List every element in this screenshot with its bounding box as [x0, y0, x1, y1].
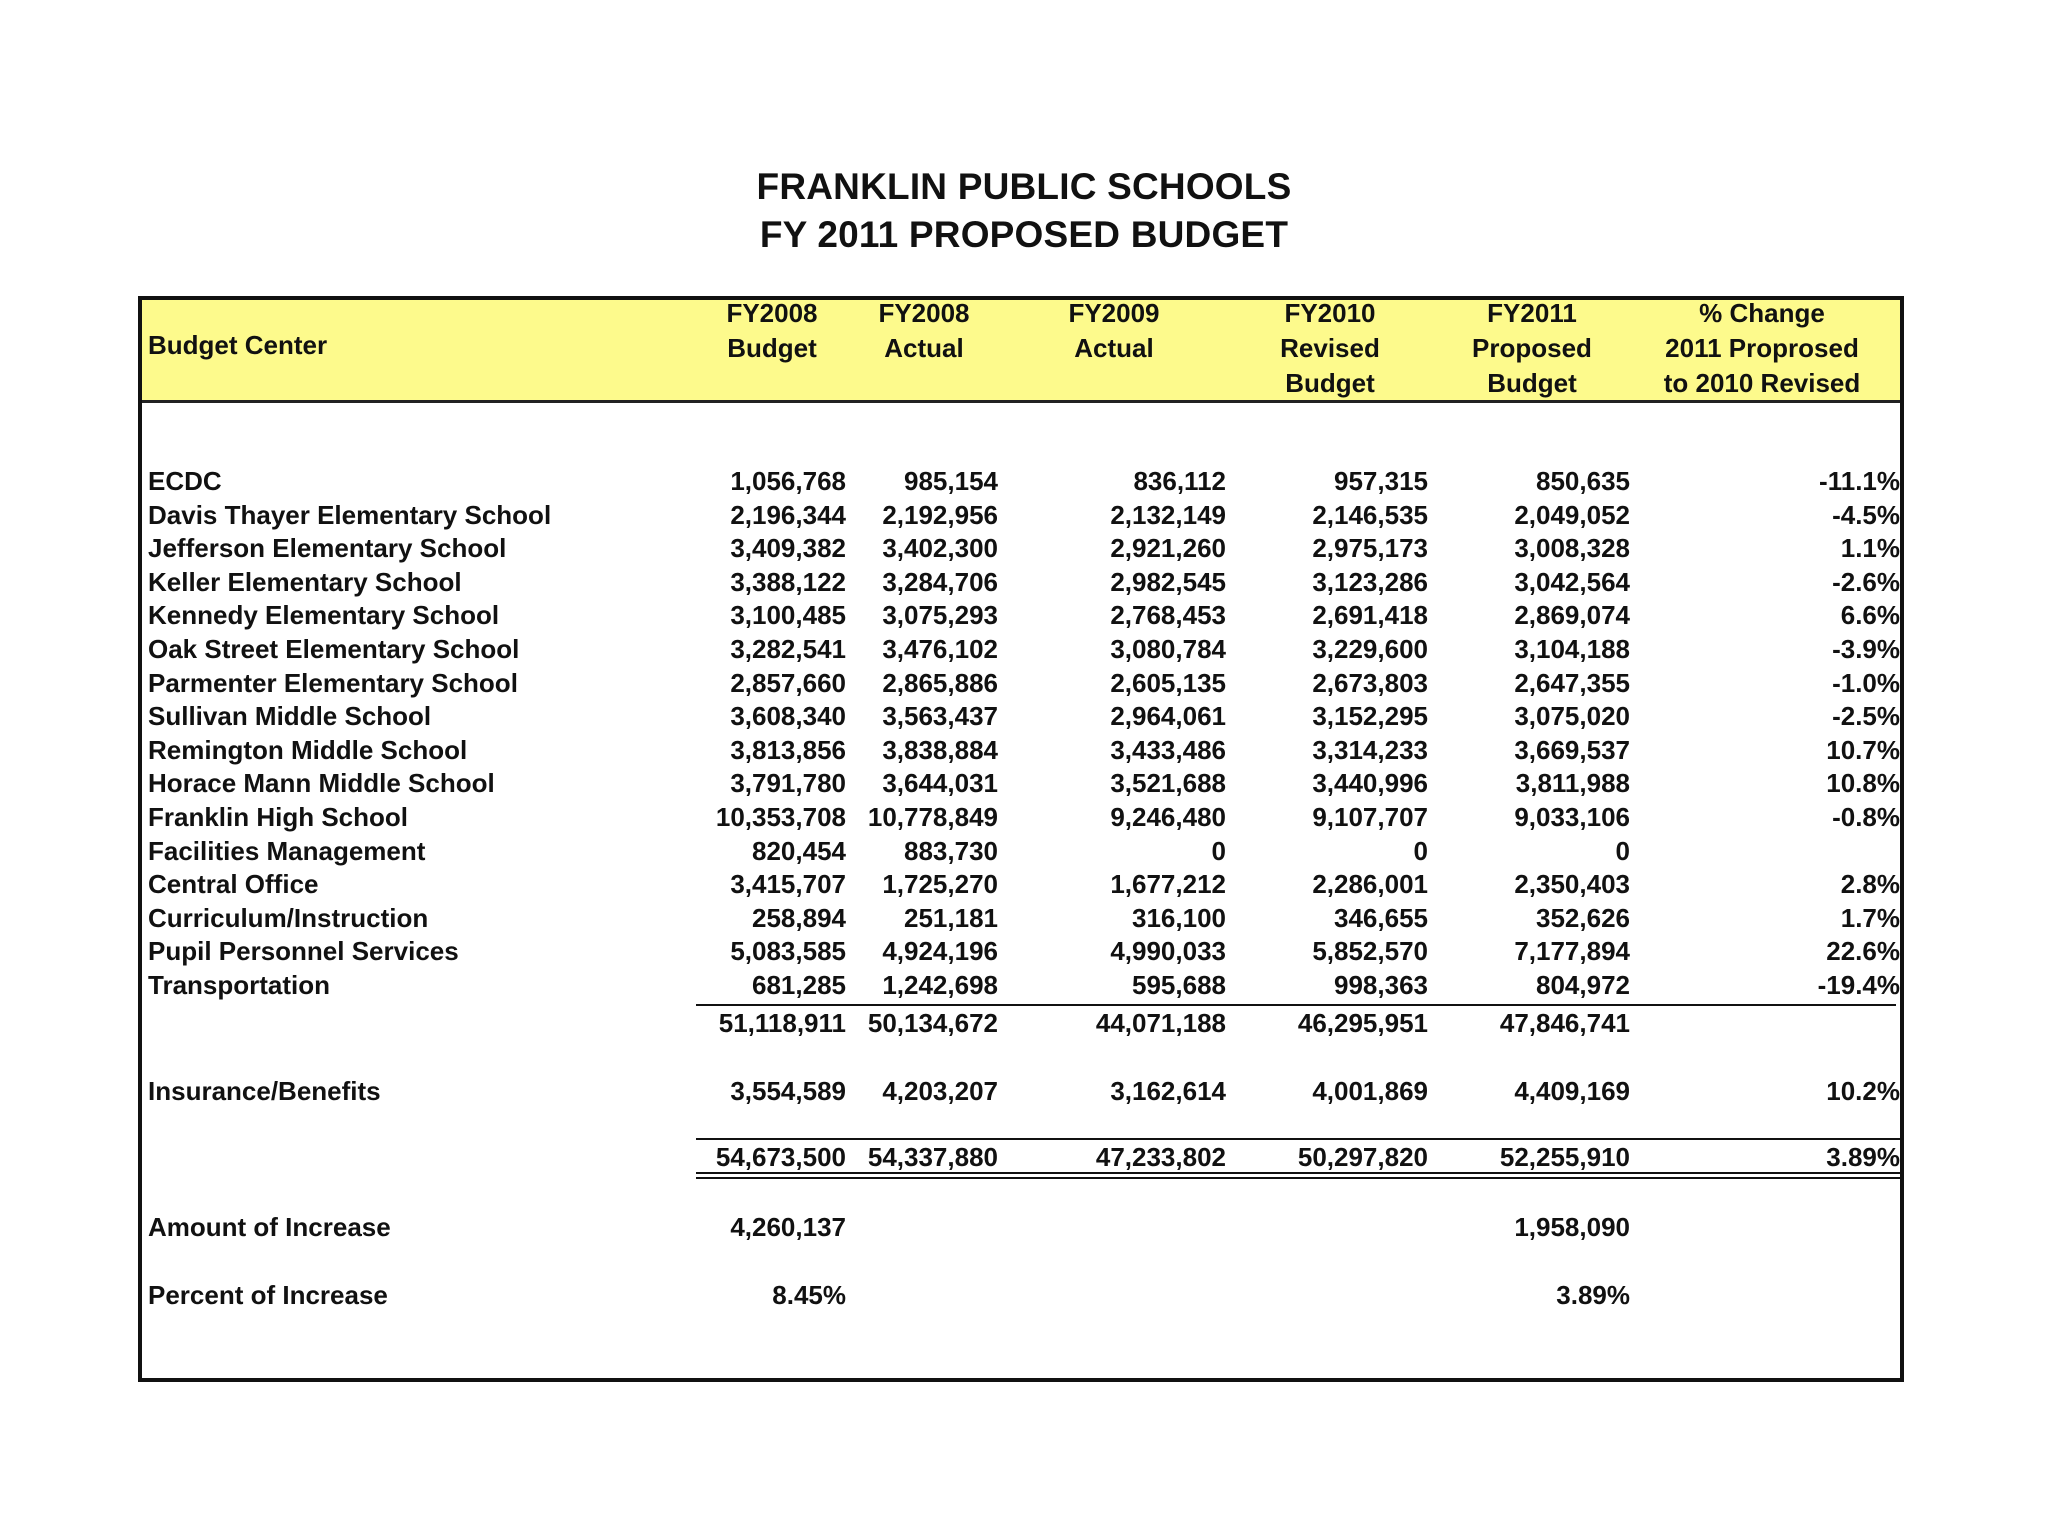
row-label: ECDC	[148, 466, 222, 496]
row-label: Horace Mann Middle School	[148, 768, 495, 798]
cell-pct: 1.7%	[1840, 903, 1900, 933]
cell-fy08b: 3,608,340	[730, 701, 846, 731]
cell-pct: 10.2%	[1826, 1076, 1900, 1106]
cell-fy09a: 44,071,188	[1095, 1008, 1226, 1038]
row-label: Amount of Increase	[148, 1212, 391, 1242]
cell-fy11p: 3.89%	[1556, 1280, 1630, 1310]
cell-fy08a: 3,402,300	[882, 533, 998, 563]
cell-fy08b: 3,791,780	[730, 768, 846, 798]
cell-fy09a: 3,433,486	[1110, 735, 1226, 765]
cell-fy09a: 1,677,212	[1110, 869, 1226, 899]
row-label: Davis Thayer Elementary School	[148, 500, 552, 530]
cell-fy11p: 850,635	[1536, 466, 1630, 496]
cell-fy10r: 4,001,869	[1312, 1076, 1428, 1106]
cell-pct: 10.7%	[1826, 735, 1900, 765]
cell-fy11p: 3,042,564	[1514, 567, 1630, 597]
cell-fy08b: 51,118,911	[718, 1008, 846, 1038]
cell-fy10r: 9,107,707	[1312, 802, 1428, 832]
cell-fy11p: 2,350,403	[1514, 869, 1630, 899]
cell-fy09a: 4,990,033	[1110, 936, 1226, 966]
cell-fy08b: 10,353,708	[715, 802, 846, 832]
cell-pct: -4.5%	[1832, 500, 1900, 530]
cell-fy08a: 3,075,293	[882, 600, 998, 630]
cell-fy08b: 3,388,122	[730, 567, 846, 597]
cell-fy08a: 54,337,880	[867, 1142, 998, 1172]
cell-fy08b: 1,056,768	[730, 466, 846, 496]
row-label: Percent of Increase	[148, 1280, 388, 1310]
cell-fy11p: 2,647,355	[1514, 668, 1630, 698]
cell-fy08b: 258,894	[752, 903, 846, 933]
cell-pct: 2.8%	[1840, 869, 1900, 899]
row-label: Insurance/Benefits	[148, 1076, 381, 1106]
cell-pct: -0.8%	[1832, 802, 1900, 832]
document-title: FRANKLIN PUBLIC SCHOOLS	[756, 166, 1292, 207]
header-pct-change: % Change 2011 Proprosed to 2010 Revised	[1663, 298, 1861, 398]
cell-pct: 3.89%	[1826, 1142, 1900, 1172]
cell-fy11p: 7,177,894	[1514, 936, 1630, 966]
budget-table	[138, 296, 1904, 1382]
cell-pct: -3.9%	[1832, 634, 1900, 664]
cell-fy09a: 316,100	[1132, 903, 1226, 933]
cell-fy09a: 2,964,061	[1110, 701, 1226, 731]
row-label: Curriculum/Instruction	[148, 903, 429, 933]
header-fy2008-actual: FY2008 Actual	[878, 298, 970, 363]
header-fy2011-proposed: FY2011 Proposed Budget	[1472, 298, 1592, 398]
cell-fy08a: 3,838,884	[882, 735, 998, 765]
cell-fy08b: 2,857,660	[730, 668, 846, 698]
cell-fy09a: 2,768,453	[1110, 600, 1226, 630]
cell-fy08b: 5,083,585	[730, 936, 846, 966]
cell-fy08b: 820,454	[752, 836, 846, 866]
header-fy2010-revised: FY2010 Revised Budget	[1280, 298, 1380, 398]
cell-fy08b: 681,285	[752, 970, 846, 1000]
row-label: Remington Middle School	[148, 735, 468, 765]
cell-fy08a: 3,284,706	[882, 567, 998, 597]
cell-fy10r: 2,286,001	[1312, 869, 1428, 899]
header-fy2008-budget: FY2008 Budget	[726, 298, 818, 363]
cell-fy08a: 883,730	[904, 836, 998, 866]
cell-fy11p: 47,846,741	[1499, 1008, 1630, 1038]
cell-fy11p: 804,972	[1536, 970, 1630, 1000]
cell-fy11p: 3,669,537	[1514, 735, 1630, 765]
cell-fy08a: 2,192,956	[882, 500, 998, 530]
cell-fy09a: 595,688	[1132, 970, 1226, 1000]
cell-fy10r: 346,655	[1334, 903, 1428, 933]
cell-fy08b: 3,409,382	[730, 533, 846, 563]
cell-fy08a: 3,476,102	[882, 634, 998, 664]
cell-fy10r: 2,975,173	[1312, 533, 1428, 563]
cell-fy11p: 0	[1615, 836, 1630, 866]
cell-fy08b: 2,196,344	[730, 500, 846, 530]
cell-fy08a: 3,644,031	[882, 768, 998, 798]
cell-fy10r: 0	[1413, 836, 1428, 866]
cell-fy11p: 3,104,188	[1514, 634, 1630, 664]
header-budget-center: Budget Center	[148, 330, 328, 360]
cell-fy10r: 46,295,951	[1297, 1008, 1428, 1038]
cell-fy11p: 3,811,988	[1515, 768, 1630, 798]
cell-fy10r: 50,297,820	[1297, 1142, 1428, 1172]
row-label: Transportation	[148, 970, 331, 1000]
cell-fy10r: 2,146,535	[1312, 500, 1428, 530]
cell-fy08a: 2,865,886	[882, 668, 998, 698]
cell-fy08a: 10,778,849	[867, 802, 998, 832]
cell-pct: 1.1%	[1840, 533, 1900, 563]
cell-fy11p: 2,049,052	[1514, 500, 1630, 530]
cell-fy11p: 2,869,074	[1514, 600, 1630, 630]
cell-fy08b: 3,415,707	[730, 869, 846, 899]
cell-fy10r: 2,691,418	[1312, 600, 1428, 630]
cell-pct: 6.6%	[1840, 600, 1900, 630]
row-label: Jefferson Elementary School	[148, 533, 507, 563]
cell-fy11p: 352,626	[1536, 903, 1630, 933]
cell-fy10r: 957,315	[1334, 466, 1428, 496]
cell-fy08a: 3,563,437	[882, 701, 998, 731]
cell-fy08b: 4,260,137	[730, 1212, 846, 1242]
cell-fy10r: 998,363	[1334, 970, 1428, 1000]
cell-fy09a: 3,521,688	[1110, 768, 1226, 798]
document-subtitle: FY 2011 PROPOSED BUDGET	[759, 214, 1289, 255]
subtotal-rule	[696, 1004, 1896, 1006]
cell-fy08a: 50,134,672	[867, 1008, 998, 1038]
cell-fy11p: 4,409,169	[1514, 1076, 1630, 1106]
cell-fy09a: 9,246,480	[1110, 802, 1226, 832]
cell-fy09a: 3,080,784	[1110, 634, 1226, 664]
cell-fy09a: 2,982,545	[1110, 567, 1226, 597]
cell-pct: -19.4%	[1817, 970, 1900, 1000]
cell-fy11p: 9,033,106	[1514, 802, 1630, 832]
cell-fy10r: 3,440,996	[1312, 768, 1428, 798]
cell-fy08b: 3,813,856	[730, 735, 846, 765]
total-double-rule	[696, 1172, 1900, 1179]
row-label: Oak Street Elementary School	[148, 634, 520, 664]
cell-fy08b: 54,673,500	[715, 1142, 846, 1172]
cell-fy11p: 1,958,090	[1514, 1212, 1630, 1242]
cell-pct: -2.5%	[1832, 701, 1900, 731]
cell-pct: -2.6%	[1832, 567, 1900, 597]
row-label: Pupil Personnel Services	[148, 936, 459, 966]
table-header	[142, 300, 1900, 403]
row-label: Parmenter Elementary School	[148, 668, 518, 698]
cell-fy10r: 2,673,803	[1312, 668, 1428, 698]
cell-fy11p: 52,255,910	[1499, 1142, 1630, 1172]
cell-fy08b: 3,554,589	[730, 1076, 846, 1106]
row-label: Facilities Management	[148, 836, 426, 866]
row-label: Franklin High School	[148, 802, 409, 832]
cell-fy08b: 3,282,541	[730, 634, 846, 664]
cell-fy11p: 3,075,020	[1514, 701, 1630, 731]
cell-fy10r: 3,229,600	[1312, 634, 1428, 664]
cell-fy08a: 1,242,698	[882, 970, 998, 1000]
row-label: Sullivan Middle School	[148, 701, 432, 731]
cell-fy09a: 47,233,802	[1095, 1142, 1226, 1172]
cell-fy09a: 2,605,135	[1110, 668, 1226, 698]
cell-fy08a: 4,924,196	[882, 936, 998, 966]
cell-fy09a: 2,921,260	[1110, 533, 1226, 563]
cell-fy08a: 985,154	[904, 466, 998, 496]
row-label: Central Office	[148, 869, 319, 899]
cell-fy08a: 4,203,207	[882, 1076, 998, 1106]
cell-fy10r: 3,314,233	[1312, 735, 1428, 765]
cell-fy09a: 2,132,149	[1110, 500, 1226, 530]
cell-pct: -11.1%	[1819, 466, 1900, 496]
cell-fy08b: 3,100,485	[730, 600, 846, 630]
cell-pct: -1.0%	[1832, 668, 1900, 698]
cell-fy11p: 3,008,328	[1514, 533, 1630, 563]
cell-pct: 22.6%	[1826, 936, 1900, 966]
header-fy2009-actual: FY2009 Actual	[1068, 298, 1160, 363]
row-label: Kennedy Elementary School	[148, 600, 500, 630]
cell-pct: 10.8%	[1826, 768, 1900, 798]
row-label: Keller Elementary School	[148, 567, 462, 597]
cell-fy08b: 8.45%	[772, 1280, 846, 1310]
cell-fy09a: 836,112	[1133, 466, 1226, 496]
cell-fy08a: 1,725,270	[882, 869, 998, 899]
total-rule	[696, 1138, 1900, 1140]
cell-fy09a: 0	[1211, 836, 1226, 866]
cell-fy08a: 251,181	[904, 903, 998, 933]
cell-fy10r: 3,152,295	[1312, 701, 1428, 731]
cell-fy10r: 3,123,286	[1312, 567, 1428, 597]
cell-fy10r: 5,852,570	[1312, 936, 1428, 966]
cell-fy09a: 3,162,614	[1110, 1076, 1226, 1106]
